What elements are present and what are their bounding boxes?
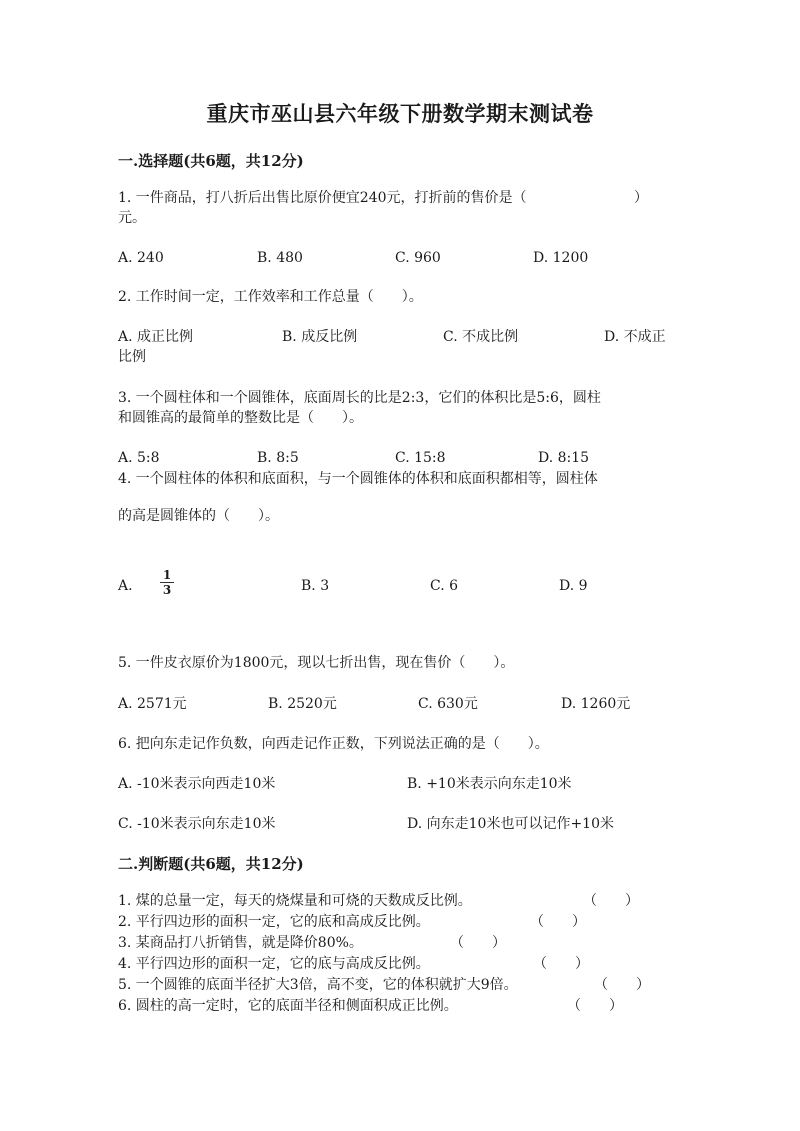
question-2-option-a: A. 成正比例 <box>118 329 194 345</box>
question-2-option-b: B. 成反比例 <box>282 329 358 345</box>
judgement-item-4-answer-blank[interactable]: （ ） <box>533 956 589 972</box>
question-5-option-d: D. 1260元 <box>561 696 631 712</box>
question-5-option-c: C. 630元 <box>418 696 478 712</box>
judgement-item-5-answer-blank[interactable]: （ ） <box>594 977 650 993</box>
section-heading-judgement: 二.判断题(共6题，共12分) <box>118 855 304 873</box>
question-2-option-d: D. 不成正 <box>604 329 666 345</box>
question-3-text-wrap: 和圆锥高的最简单的整数比是（ ）。 <box>118 410 363 426</box>
question-6-option-c: C. -10米表示向东走10米 <box>118 816 276 832</box>
question-4-option-a: A. <box>118 578 133 594</box>
fraction-one-third <box>160 569 174 596</box>
judgement-item-1-answer-blank[interactable]: （ ） <box>583 893 639 909</box>
judgement-item-6-answer-blank[interactable]: （ ） <box>567 998 623 1014</box>
question-1-text: 1. 一件商品，打八折后出售比原价便宜240元，打折前的售价是（ <box>118 190 527 206</box>
question-1-option-b: B. 480 <box>257 250 303 266</box>
question-5-option-b: B. 2520元 <box>268 696 337 712</box>
question-4-option-d: D. 9 <box>559 578 588 594</box>
question-6-text: 6. 把向东走记作负数，向西走记作正数，下列说法正确的是（ ）。 <box>118 736 549 752</box>
question-3-option-d: D. 8:15 <box>538 450 590 466</box>
question-6-option-b: B. +10米表示向东走10米 <box>407 776 572 792</box>
question-1-close-paren: ） <box>634 190 648 206</box>
question-1-option-c: C. 960 <box>395 250 441 266</box>
fraction-denominator: 3 <box>162 583 172 597</box>
question-3-option-a: A. 5:8 <box>118 450 160 466</box>
judgement-item-4: 4. 平行四边形的面积一定，它的底与高成反比例。 <box>118 956 430 972</box>
judgement-item-6: 6. 圆柱的高一定时，它的底面半径和侧面积成正比例。 <box>118 998 458 1014</box>
judgement-item-3: 3. 某商品打八折销售，就是降价80%。 <box>118 935 363 951</box>
question-5-text: 5. 一件皮衣原价为1800元，现以七折出售，现在售价（ ）。 <box>118 655 515 671</box>
question-3-option-c: C. 15:8 <box>395 450 446 466</box>
judgement-item-5: 5. 一个圆锥的底面半径扩大3倍，高不变，它的体积就扩大9倍。 <box>118 977 518 993</box>
question-3-option-b: B. 8:5 <box>257 450 299 466</box>
question-2-option-c: C. 不成比例 <box>443 329 519 345</box>
question-1-text-wrap: 元。 <box>118 210 146 226</box>
section-heading-choice: 一.选择题(共6题，共12分) <box>118 152 304 170</box>
question-2-option-d-wrap: 比例 <box>118 349 146 365</box>
judgement-item-1: 1. 煤的总量一定，每天的烧煤量和可烧的天数成反比例。 <box>118 893 472 909</box>
judgement-item-3-answer-blank[interactable]: （ ） <box>450 935 506 951</box>
question-2-text: 2. 工作时间一定，工作效率和工作总量（ ）。 <box>118 289 423 305</box>
judgement-item-2-answer-blank[interactable]: （ ） <box>530 914 586 930</box>
question-4-text-wrap: 的高是圆锥体的（ ）。 <box>118 508 279 524</box>
question-1-option-d: D. 1200 <box>533 250 589 266</box>
question-5-option-a: A. 2571元 <box>118 696 187 712</box>
question-6-option-d: D. 向东走10米也可以记作+10米 <box>407 816 614 832</box>
question-3-text: 3. 一个圆柱体和一个圆锥体，底面周长的比是2:3，它们的体积比是5:6，圆柱 <box>118 390 601 406</box>
question-4-option-b: B. 3 <box>301 578 330 594</box>
page-title: 重庆市巫山县六年级下册数学期末测试卷 <box>206 101 594 126</box>
question-6-option-a: A. -10米表示向西走10米 <box>118 776 276 792</box>
fraction-numerator: 1 <box>162 568 172 582</box>
question-1-option-a: A. 240 <box>118 250 164 266</box>
question-4-text: 4. 一个圆柱体的体积和底面积，与一个圆锥体的体积和底面积都相等，圆柱体 <box>118 471 598 487</box>
judgement-item-2: 2. 平行四边形的面积一定，它的底和高成反比例。 <box>118 914 430 930</box>
question-4-option-c: C. 6 <box>430 578 459 594</box>
